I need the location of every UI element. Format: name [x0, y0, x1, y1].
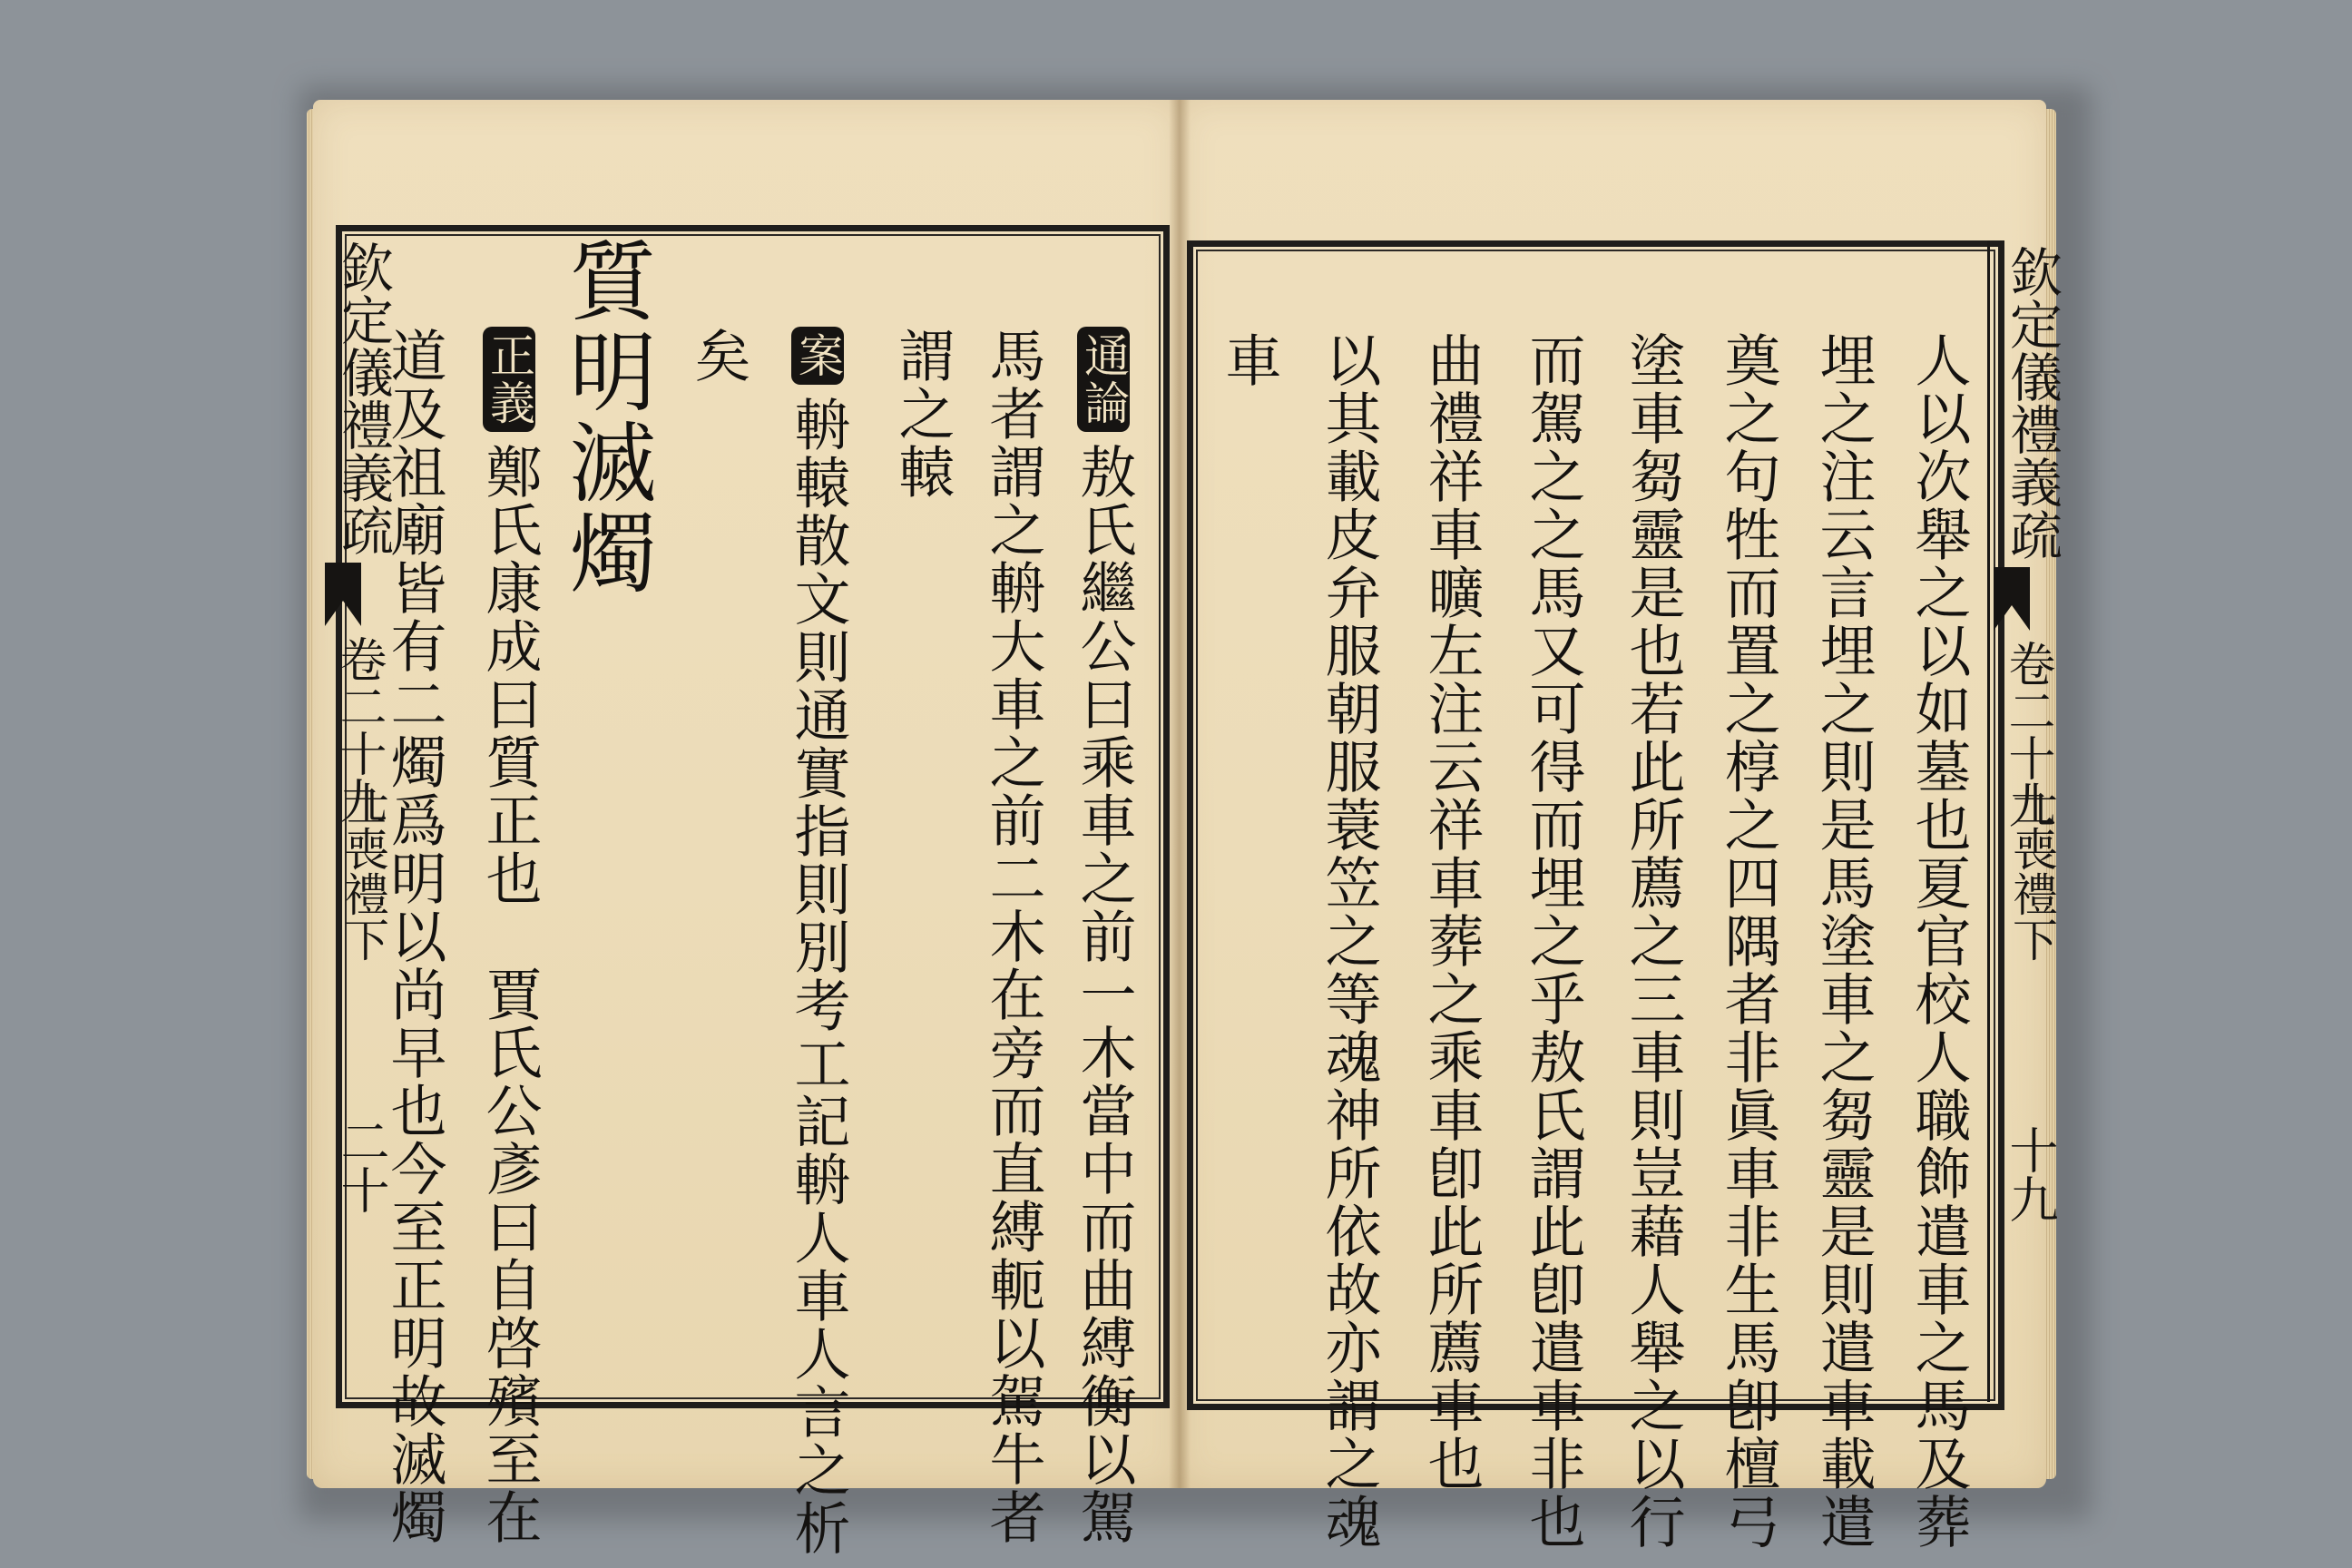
right-section-label: 士喪禮下	[2005, 780, 2058, 962]
right-col-8-text: 車	[1216, 331, 1282, 389]
right-col-6-text: 曲禮祥車曠左注云祥車葬之乘車卽此所薦車也	[1418, 331, 1485, 1493]
left-col-7-text: 鄭氏康成曰質正也 賈氏公彥曰自啓殯至在	[476, 443, 543, 1546]
left-volume-label: 卷二十九	[331, 635, 386, 824]
right-volume-label: 卷二十九	[2000, 640, 2054, 828]
right-margin-rule	[1987, 240, 1990, 1402]
left-heading-zhiming	[555, 236, 657, 599]
left-col-4-text: 輈轅散文則通實指則別考工記輈人車人言之析	[785, 396, 851, 1557]
right-running-title: 欽定儀禮義疏	[2001, 245, 2063, 561]
left-section-label: 士喪禮下	[337, 780, 389, 962]
right-col-3	[1715, 331, 1781, 1551]
right-page-frame	[1187, 240, 2004, 1410]
left-col-7	[476, 327, 543, 1546]
right-col-5-text: 而駕之之馬又可得而埋之乎敖氏謂此卽遣車非也	[1520, 331, 1586, 1551]
left-running-title: 欽定儀禮義疏	[332, 240, 394, 556]
right-page-number: 十九	[2002, 1125, 2059, 1223]
right-col-4-text: 塗車芻靈是也若此所薦之三車則豈藉人舉之以行	[1620, 331, 1686, 1551]
right-col-2-text: 埋之注云言埋之則是馬塗車之芻靈是則遣車載遣	[1810, 331, 1877, 1551]
left-col-3-text: 謂之轅	[889, 327, 956, 501]
left-col-5-text: 矣	[685, 327, 751, 385]
left-page-number: 二十	[333, 1116, 390, 1214]
tonglun-tag: 通論	[1077, 327, 1130, 432]
right-col-1-text: 人以次舉之以如墓也夏官校人職飾遣車之馬及葬	[1906, 331, 1972, 1551]
left-col-2	[980, 327, 1046, 1546]
right-col-6	[1418, 331, 1485, 1493]
right-col-3-text: 奠之句牲而置之椁之四隅者非眞車非生馬卽檀弓	[1715, 331, 1781, 1551]
left-heading-text: 質明滅燭	[555, 236, 657, 599]
right-col-7-text: 以其載皮弁服朝服蓑笠之等魂神所依故亦謂之魂	[1316, 331, 1382, 1551]
left-col-1-text: 敖氏繼公曰乘車之前一木當中而曲縛衡以駕	[1071, 443, 1137, 1546]
an-tag: 案	[791, 327, 844, 385]
left-col-1	[1071, 327, 1137, 1546]
zhengyi-tag: 正義	[483, 327, 535, 432]
right-col-7	[1316, 331, 1382, 1551]
right-col-5	[1520, 331, 1586, 1551]
right-col-2	[1810, 331, 1877, 1551]
left-col-3	[889, 327, 956, 501]
left-col-2-text: 馬者謂之輈大車之前二木在旁而直縛軛以駕牛者	[980, 327, 1046, 1546]
right-col-8	[1216, 331, 1282, 389]
left-col-4	[785, 327, 851, 1557]
left-col-8	[381, 327, 447, 1546]
right-col-4	[1620, 331, 1686, 1551]
left-col-5	[685, 327, 751, 385]
left-col-8-text: 道及祖廟皆有二燭爲明以尚早也今至正明故滅燭	[381, 327, 447, 1546]
right-col-1	[1906, 331, 1972, 1551]
